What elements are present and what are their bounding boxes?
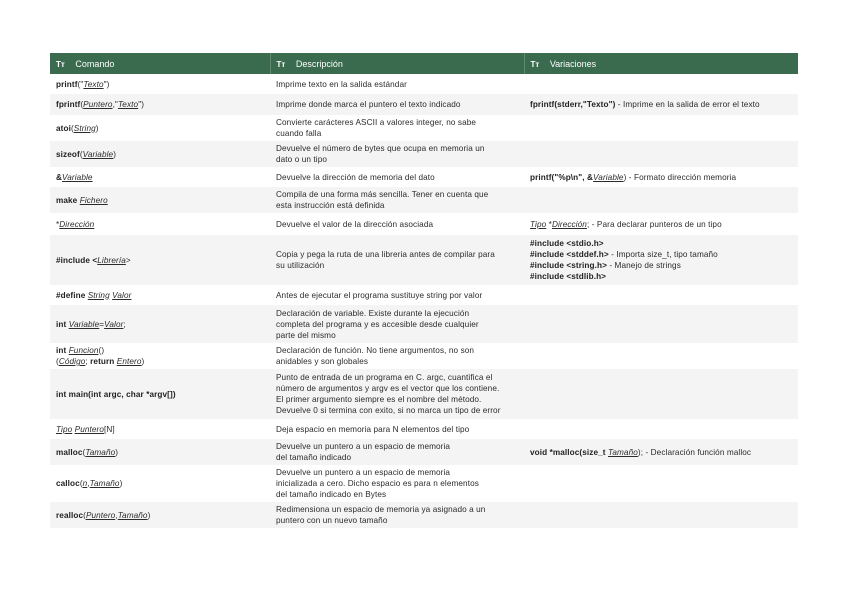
- description-cell[interactable]: [270, 167, 524, 187]
- description-cell[interactable]: [270, 213, 524, 235]
- header-command-label: Comando: [75, 58, 115, 69]
- table-header: [50, 53, 798, 74]
- description-line: Imprime donde marca el puntero el texto indicado: [276, 100, 461, 109]
- table-row[interactable]: [50, 285, 798, 305]
- command-text: (: [82, 447, 86, 457]
- table-row[interactable]: [50, 439, 798, 465]
- variation-line: [530, 249, 792, 260]
- command-text: n: [82, 479, 88, 488]
- command-text: Puntero: [85, 510, 116, 520]
- description-line: dato o un tipo: [276, 155, 328, 164]
- command-text: ;: [123, 319, 126, 329]
- command-cell[interactable]: [50, 343, 270, 369]
- command-text: Tamaño: [85, 447, 116, 457]
- table-row[interactable]: [50, 141, 798, 167]
- variation-text: Dirección: [551, 219, 587, 229]
- command-text: String: [87, 290, 110, 300]
- command-text: Variable: [68, 319, 100, 329]
- variation-line: [530, 238, 792, 249]
- table-row[interactable]: [50, 305, 798, 343]
- table-row[interactable]: [50, 94, 798, 115]
- description-line: puntero con un nuevo tamaño: [276, 516, 388, 525]
- command-text: calloc: [56, 479, 80, 488]
- variations-cell[interactable]: [524, 94, 798, 115]
- description-line: completa del programa y es accesible desde cualquier: [276, 319, 479, 329]
- command-text: ): [95, 123, 99, 133]
- command-cell[interactable]: [50, 465, 270, 502]
- table-row[interactable]: [50, 115, 798, 141]
- command-text: [N]: [104, 424, 115, 434]
- description-cell[interactable]: [270, 187, 524, 213]
- description-line: parte del mismo: [276, 330, 336, 340]
- command-text: int: [56, 346, 69, 355]
- variation-text: - Manejo de strings: [606, 261, 681, 270]
- variation-text: #include <stdlib.h>: [530, 272, 607, 281]
- command-text: Tamaño: [89, 479, 120, 488]
- command-text: Variable: [82, 149, 114, 159]
- text-type-icon: Tт: [530, 59, 540, 69]
- command-text: *: [56, 219, 60, 229]
- description-line: Antes de ejecutar el programa sustituye string por valor: [276, 290, 483, 300]
- variation-text: Tipo: [530, 219, 547, 229]
- command-text: Valor: [112, 290, 132, 300]
- command-text: Tipo: [56, 424, 73, 434]
- command-text: ): [113, 149, 117, 159]
- description-line: Declaración de variable. Existe durante la ejecución: [276, 308, 470, 318]
- variations-cell[interactable]: [524, 502, 798, 528]
- command-text: (): [98, 346, 105, 355]
- header-description-label: Descripción: [295, 58, 343, 69]
- command-text: ;: [85, 357, 91, 366]
- command-cell[interactable]: [50, 141, 270, 167]
- command-text: Librería: [97, 255, 126, 265]
- command-text: Puntero: [74, 424, 105, 434]
- command-cell[interactable]: [50, 167, 270, 187]
- command-text: Tamaño: [117, 510, 148, 520]
- command-text: Texto: [117, 100, 139, 109]
- command-text: Entero: [116, 357, 142, 366]
- description-line: del tamaño indicado: [276, 453, 352, 462]
- description-line: Compila de una forma más sencilla. Tener en cuenta que: [276, 190, 489, 199]
- variation-text: ) - Formato dirección memoria: [623, 172, 737, 182]
- variations-cell[interactable]: [524, 141, 798, 167]
- variation-text: Variable: [593, 172, 624, 182]
- command-text: malloc: [56, 447, 83, 457]
- description-cell[interactable]: [270, 141, 524, 167]
- description-cell[interactable]: [270, 235, 524, 285]
- description-line: del tamaño indicado en Bytes: [276, 490, 387, 499]
- description-line: número de argumentos y argv es el vector que los contiene.: [276, 384, 500, 393]
- command-text: (": [77, 79, 84, 89]
- command-text: printf: [56, 79, 78, 89]
- variations-cell[interactable]: [524, 213, 798, 235]
- description-cell[interactable]: [270, 465, 524, 502]
- command-cell[interactable]: [50, 305, 270, 343]
- command-text: "): [138, 100, 145, 109]
- variation-text: ); - Declaración función malloc: [637, 447, 752, 457]
- command-text: int: [56, 319, 69, 329]
- description-cell[interactable]: [270, 502, 524, 528]
- command-text: #include <: [56, 255, 98, 265]
- text-type-icon: Tт: [56, 59, 65, 69]
- text-type-icon: Tт: [276, 59, 286, 69]
- command-text: ,": [112, 100, 118, 109]
- commands-table: [50, 53, 798, 528]
- command-text: ,: [115, 510, 118, 520]
- description-cell[interactable]: [270, 305, 524, 343]
- command-text: ,: [87, 479, 90, 488]
- table-row[interactable]: [50, 213, 798, 235]
- command-text: #define: [56, 290, 88, 300]
- description-cell[interactable]: [270, 343, 524, 369]
- description-line: Copia y pega la ruta de una libreria antes de compilar para: [276, 250, 495, 259]
- command-text: realloc: [56, 510, 84, 520]
- variation-line: [530, 172, 792, 183]
- command-text: ): [115, 447, 119, 457]
- table-row[interactable]: [50, 502, 798, 528]
- variation-text: - Imprime en la salida de error el texto: [615, 100, 760, 109]
- header-row: [50, 53, 798, 74]
- table-row[interactable]: [50, 419, 798, 439]
- command-cell[interactable]: [50, 115, 270, 141]
- command-text: (: [56, 357, 59, 366]
- command-text: ): [141, 357, 145, 366]
- header-description[interactable]: [270, 53, 524, 74]
- variations-cell[interactable]: [524, 235, 798, 285]
- command-text: String: [73, 123, 96, 133]
- variation-text: void *malloc(size_t: [530, 447, 608, 457]
- description-cell[interactable]: [270, 74, 524, 94]
- command-text: (: [79, 479, 83, 488]
- command-text: Puntero: [83, 100, 113, 109]
- variations-cell[interactable]: [524, 285, 798, 305]
- variation-text: #include <stddef.h>: [530, 250, 609, 259]
- description-line: inicializada a cero. Dicho espacio es para n elementos: [276, 479, 479, 488]
- description-line: esta instrucción está definida: [276, 201, 385, 210]
- command-text: Dirección: [59, 219, 95, 229]
- command-text: (: [79, 149, 83, 159]
- variation-text: fprintf(stderr,"Texto"): [530, 100, 616, 109]
- variations-cell[interactable]: [524, 369, 798, 419]
- command-text: >: [125, 255, 131, 265]
- variation-text: *: [546, 219, 552, 229]
- variations-cell[interactable]: [524, 465, 798, 502]
- command-cell[interactable]: [50, 502, 270, 528]
- description-line: Punto de entrada de un programa en C. argc, cuantifica el: [276, 373, 493, 382]
- description-line: Devuelve un puntero a un espacio de memoria: [276, 468, 451, 477]
- description-line: El primer argumento siempre es el nombre del método.: [276, 395, 482, 404]
- description-cell[interactable]: [270, 369, 524, 419]
- variation-line: [530, 447, 792, 458]
- description-cell[interactable]: [270, 285, 524, 305]
- variation-line: [530, 99, 792, 110]
- table-body: [50, 74, 798, 528]
- command-text: sizeof: [56, 149, 80, 159]
- variation-text: #include <string.h>: [530, 261, 607, 270]
- variations-cell[interactable]: [524, 115, 798, 141]
- description-cell[interactable]: [270, 419, 524, 439]
- description-line: Imprime texto en la salida estándar: [276, 79, 407, 89]
- table-row[interactable]: [50, 465, 798, 502]
- description-line: Devuelve la dirección de memoria del dato: [276, 172, 435, 182]
- variation-text: #include <stdio.h>: [530, 239, 604, 248]
- command-text: Variable: [62, 172, 93, 182]
- command-text: ): [119, 479, 123, 488]
- variation-line: [530, 219, 792, 230]
- table-row[interactable]: [50, 235, 798, 285]
- variation-text: Tamaño: [608, 447, 638, 457]
- command-text: Texto: [83, 79, 104, 89]
- command-text: (: [70, 123, 74, 133]
- description-line: su utilización: [276, 261, 325, 270]
- description-line: Devuelve 0 si termina con exito, si no marca un tipo de error: [276, 406, 501, 415]
- command-text: atoi: [56, 123, 71, 133]
- description-line: Declaración de función. No tiene argumentos, no son: [276, 346, 475, 355]
- command-text: &: [56, 172, 63, 182]
- table-row[interactable]: [50, 369, 798, 419]
- command-text: make: [56, 195, 80, 205]
- command-cell[interactable]: [50, 235, 270, 285]
- header-command[interactable]: [50, 53, 270, 74]
- command-text: Funcion: [68, 346, 99, 355]
- description-line: anidables y son globales: [276, 357, 369, 366]
- table-row[interactable]: [50, 187, 798, 213]
- variation-line: [530, 271, 792, 282]
- command-text: (: [83, 510, 86, 520]
- variations-cell[interactable]: [524, 419, 798, 439]
- description-line: Redimensiona un espacio de memoria ya asignado a un: [276, 505, 486, 514]
- table-row[interactable]: [50, 343, 798, 369]
- command-cell[interactable]: [50, 94, 270, 115]
- description-line: Devuelve un puntero a un espacio de memoria: [276, 442, 451, 451]
- variation-line: [530, 260, 792, 271]
- variations-cell[interactable]: [524, 439, 798, 465]
- command-cell[interactable]: [50, 419, 270, 439]
- command-text: ): [147, 510, 151, 520]
- command-text: int main(int argc, char *argv[]): [56, 389, 176, 399]
- command-cell[interactable]: [50, 187, 270, 213]
- command-cell[interactable]: [50, 439, 270, 465]
- variations-cell[interactable]: [524, 187, 798, 213]
- variations-cell[interactable]: [524, 305, 798, 343]
- command-cell[interactable]: [50, 74, 270, 94]
- variation-text: printf("%p\n", &: [530, 172, 594, 182]
- command-cell[interactable]: [50, 369, 270, 419]
- command-text: Valor: [104, 319, 124, 329]
- command-text: Código: [58, 357, 86, 366]
- variations-cell[interactable]: [524, 167, 798, 187]
- variation-text: ; - Para declarar punteros de un tipo: [586, 219, 722, 229]
- variations-cell[interactable]: [524, 343, 798, 369]
- command-text: Fichero: [79, 195, 108, 205]
- variations-cell[interactable]: [524, 74, 798, 94]
- command-text: (: [80, 100, 84, 109]
- table-row[interactable]: [50, 167, 798, 187]
- header-variations-label: Variaciones: [549, 58, 597, 69]
- description-line: cuando falla: [276, 129, 322, 138]
- header-variations[interactable]: [524, 53, 798, 74]
- description-cell[interactable]: [270, 115, 524, 141]
- variation-text: - Importa size_t, tipo tamaño: [608, 250, 718, 259]
- table-row[interactable]: [50, 74, 798, 94]
- description-cell[interactable]: [270, 94, 524, 115]
- description-cell[interactable]: [270, 439, 524, 465]
- command-text: "): [103, 79, 110, 89]
- description-line: Devuelve el valor de la dirección asociada: [276, 219, 434, 229]
- description-line: Deja espacio en memoria para N elementos del tipo: [276, 424, 470, 434]
- command-text: =: [99, 319, 105, 329]
- command-text: return: [90, 357, 117, 366]
- description-line: Devuelve el número de bytes que ocupa en memoria un: [276, 144, 485, 153]
- command-cell[interactable]: [50, 285, 270, 305]
- command-cell[interactable]: [50, 213, 270, 235]
- command-text: fprintf: [56, 100, 81, 109]
- description-line: Convierte carácteres ASCII a valores integer, no sabe: [276, 118, 477, 127]
